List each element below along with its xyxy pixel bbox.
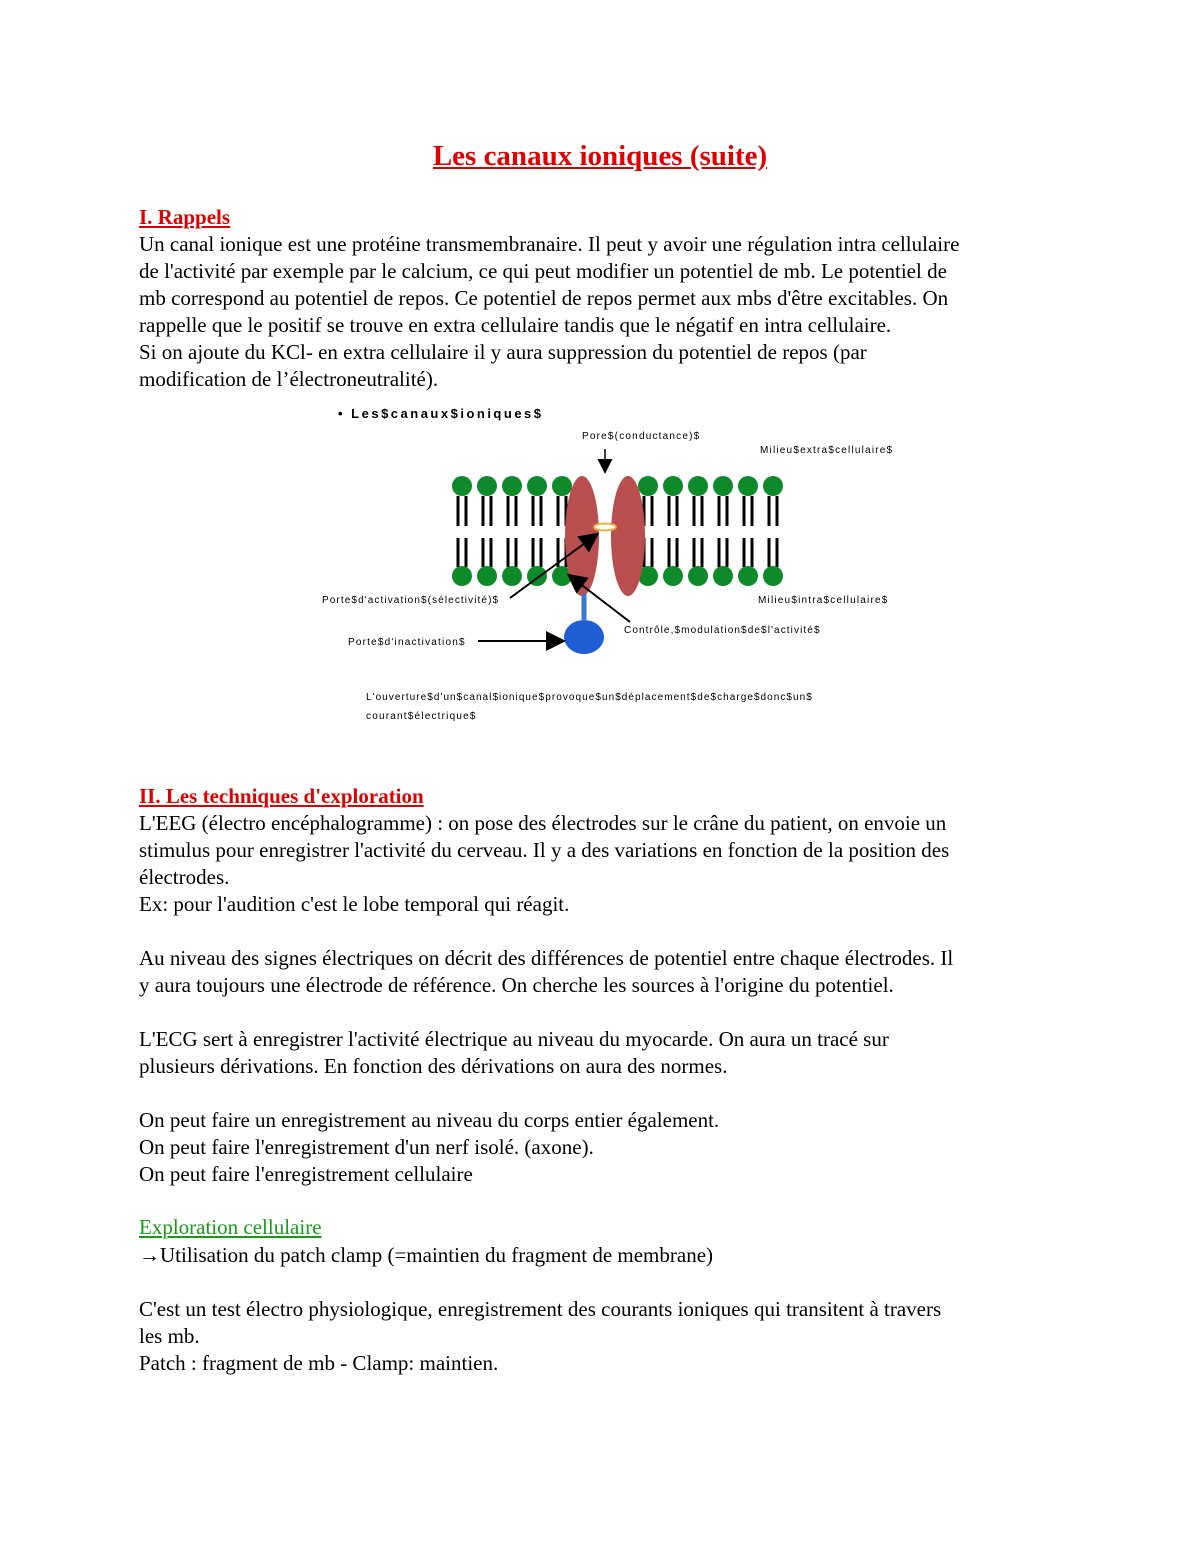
lipid-head	[477, 476, 497, 496]
figure-caption-line2: courant$électrique$	[366, 711, 477, 722]
text-line: les mb.	[139, 1324, 200, 1348]
text-line: Au niveau des signes électriques on décrit des différences de potentiel entre chaque électrodes. Il	[139, 946, 954, 970]
label-inactivation-gate: Porte$d'inactivation$	[348, 637, 466, 648]
section-heading-rappels: I. Rappels	[139, 205, 231, 229]
page-title: Les canaux ioniques (suite)	[432, 140, 768, 172]
lipid-head	[763, 476, 783, 496]
paragraph-eeg	[139, 810, 1069, 918]
lipid-head	[738, 566, 758, 586]
text-line: On peut faire l'enregistrement d'un nerf isolé. (axone).	[139, 1135, 594, 1159]
lipid-head	[713, 566, 733, 586]
lipid-head	[663, 476, 683, 496]
label-pore: Pore$(conductance)$	[582, 431, 701, 442]
text-line: modification de l’électroneutralité).	[139, 367, 439, 391]
paragraph-rappels	[139, 231, 1069, 393]
label-intracellular: Milieu$intra$cellulaire$	[758, 595, 889, 606]
text-line: L'ECG sert à enregistrer l'activité électrique au niveau du myocarde. On aura un tracé sur	[139, 1027, 889, 1051]
text-line: →Utilisation du patch clamp (=maintien du fragment de membrane)	[139, 1243, 714, 1267]
paragraph-patch-clamp	[139, 1242, 1069, 1269]
lipid-head	[452, 566, 472, 586]
lipid-head	[688, 476, 708, 496]
text-line: électrodes.	[139, 865, 230, 889]
paragraph-ecg	[139, 1026, 1069, 1080]
lipid-head	[713, 476, 733, 496]
text-line: On peut faire l'enregistrement cellulaire	[139, 1162, 473, 1186]
text-line: Un canal ionique est une protéine transmembranaire. Il peut y avoir une régulation intra cellulaire	[139, 232, 960, 256]
text-line: C'est un test électro physiologique, enregistrement des courants ioniques qui transitent à travers	[139, 1297, 942, 1321]
lipid-head	[688, 566, 708, 586]
channel-protein-right	[611, 476, 645, 596]
lipid-head	[638, 476, 658, 496]
lipid-head	[527, 476, 547, 496]
subheading-exploration-cellulaire: Exploration cellulaire	[139, 1215, 322, 1239]
lipid-head	[452, 476, 472, 496]
text-line: Patch : fragment de mb - Clamp: maintien.	[139, 1351, 499, 1375]
text-line: plusieurs dérivations. En fonction des dérivations on aura des normes.	[139, 1054, 728, 1078]
paragraph-signes	[139, 945, 1069, 999]
selectivity-gate	[594, 524, 616, 531]
paragraph-enregistrement	[139, 1107, 1069, 1188]
text-line: Ex: pour l'audition c'est le lobe temporal qui réagit.	[139, 892, 570, 916]
label-control-modulation: Contrôle,$modulation$de$l'activité$	[624, 625, 821, 636]
lipid-head	[477, 566, 497, 586]
figure-title: • Les$canaux$ioniques$	[338, 406, 544, 421]
text-line: de l'activité par exemple par le calcium, ce qui peut modifier un potentiel de mb. Le potentiel de	[139, 259, 947, 283]
label-extracellular: Milieu$extra$cellulaire$	[760, 445, 894, 456]
text-line: rappelle que le positif se trouve en extra cellulaire tandis que le négatif en intra cellulaire.	[139, 313, 892, 337]
lipid-head	[663, 566, 683, 586]
paragraph-test	[139, 1296, 1069, 1377]
text-line: Si on ajoute du KCl- en extra cellulaire il y aura suppression du potentiel de repos (par	[139, 340, 867, 364]
lipid-head	[552, 476, 572, 496]
lipid-head	[763, 566, 783, 586]
lipid-head	[502, 476, 522, 496]
text-line: L'EEG (électro encéphalogramme) : on pose des électrodes sur le crâne du patient, on envoie un	[139, 811, 947, 835]
text-line: On peut faire un enregistrement au niveau du corps entier également.	[139, 1108, 720, 1132]
inactivation-ball	[564, 620, 604, 654]
ion-channel-figure	[300, 395, 920, 740]
text-line: y aura toujours une électrode de référence. On cherche les sources à l'origine du potentiel.	[139, 973, 894, 997]
text-line: stimulus pour enregistrer l'activité du cerveau. Il y a des variations en fonction de la position des	[139, 838, 950, 862]
section-heading-techniques: II. Les techniques d'exploration	[139, 784, 424, 808]
lipid-head	[502, 566, 522, 586]
label-activation-gate: Porte$d'activation$(sélectivité)$	[322, 595, 500, 606]
lipid-head	[738, 476, 758, 496]
text-line: mb correspond au potentiel de repos. Ce potentiel de repos permet aux mbs d'être excitables. On	[139, 286, 949, 310]
figure-caption-line1: L'ouverture$d'un$canal$ionique$provoque$un$déplacement$de$charge$donc$un$	[366, 692, 813, 703]
